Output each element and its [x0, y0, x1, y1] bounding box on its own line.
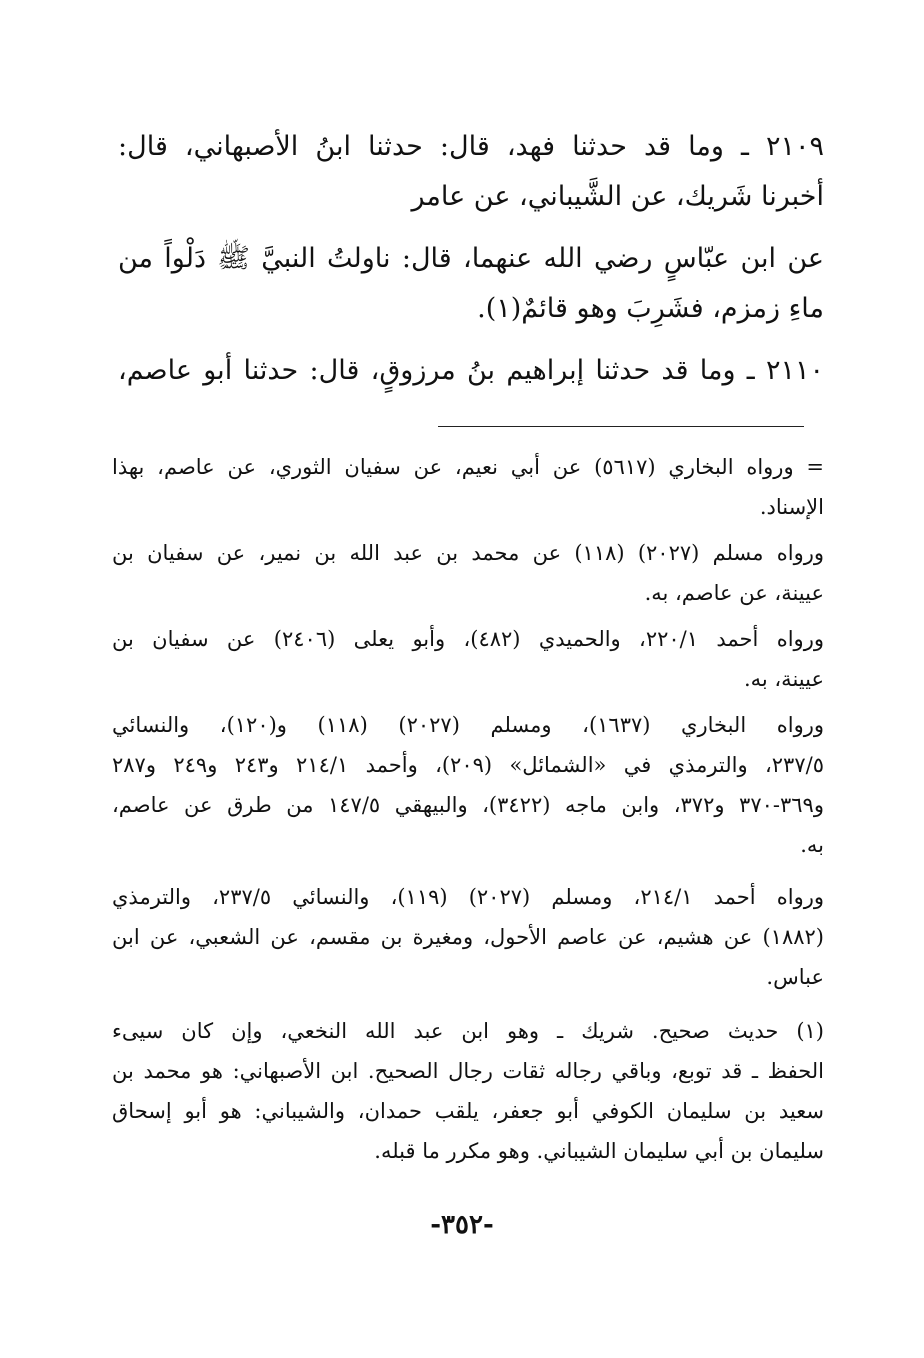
footnote-para3-line-2: عيينة، به.	[743, 667, 824, 691]
footnote-1-line-1: (١) حديث صحيح. شريك ـ وهو ابن عبد الله النخعي، وإن كان سيىء	[112, 1019, 824, 1043]
footnote-para2-line-2: عيينة، عن عاصم، به.	[644, 581, 824, 605]
hadith-2109-matn-line-1: عن ابن عبّاسٍ رضي الله عنهما، قال: ناولتُ النبيَّ ﷺ دَلْواً من	[118, 243, 824, 274]
footnote-para4-line-3: و٣٦٩-٣٧٠ و٣٧٢، وابن ماجه (٣٤٢٢)، والبيهقي ١٤٧/٥ من طرق عن عاصم،	[112, 793, 824, 817]
footnote-para4-line-2: ٢٣٧/٥، والترمذي في «الشمائل» (٢٠٩)، وأحمد ٢١٤/١ و٢٤٣ و٢٤٩ و٢٨٧	[112, 753, 824, 777]
page-number: -٣٥٢-	[430, 1210, 494, 1240]
footnote-para1-line-1: = ورواه البخاري (٥٦١٧) عن أبي نعيم، عن سفيان الثوري، عن عاصم، بهذا	[112, 455, 824, 479]
footnote-para1-line-2: الإسناد.	[759, 495, 824, 519]
footnote-separator	[438, 426, 804, 427]
footnote-para5-line-1: ورواه أحمد ٢١٤/١، ومسلم (٢٠٢٧) (١١٩)، والنسائي ٢٣٧/٥، والترمذي	[112, 885, 825, 909]
hadith-2109-isnad-line-1: ٢١٠٩ ـ وما قد حدثنا فهد، قال: حدثنا ابنُ الأصبهاني، قال:	[118, 131, 824, 162]
hadith-2109-matn-line-2: ماءِ زمزم، فشَرِبَ وهو قائمٌ(١).	[477, 293, 824, 324]
footnote-para4-line-4: به.	[800, 833, 824, 857]
hadith-2109-isnad-line-2: أخبرنا شَريك، عن الشَّيباني، عن عامر	[411, 181, 824, 212]
hadith-2110-isnad-line-1: ٢١١٠ ـ وما قد حدثنا إبراهيم بنُ مرزوقٍ، قال: حدثنا أبو عاصم،	[118, 355, 824, 386]
footnote-para2-line-1: ورواه مسلم (٢٠٢٧) (١١٨) عن محمد بن عبد الله بن نمير، عن سفيان بن	[112, 541, 825, 565]
footnote-1-line-2: الحفظ ـ قد توبع، وباقي رجاله ثقات رجال الصحيح. ابن الأصبهاني: هو محمد بن	[112, 1059, 824, 1083]
footnote-1-line-4: سليمان بن أبي سليمان الشيباني. وهو مكرر ما قبله.	[374, 1139, 824, 1163]
footnote-para5-line-2: (١٨٨٢) عن هشيم، عن عاصم الأحول، ومغيرة بن مقسم، عن الشعبي، عن ابن	[112, 925, 824, 949]
footnote-para5-line-3: عباس.	[766, 965, 824, 989]
footnote-para3-line-1: ورواه أحمد ٢٢٠/١، والحميدي (٤٨٢)، وأبو يعلى (٢٤٠٦) عن سفيان بن	[112, 627, 824, 651]
footnote-para4-line-1: ورواه البخاري (١٦٣٧)، ومسلم (٢٠٢٧) (١١٨) و(١٢٠)، والنسائي	[112, 713, 825, 737]
footnote-1-line-3: سعيد بن سليمان الكوفي أبو جعفر، يلقب حمدان، والشيباني: هو أبو إسحاق	[112, 1099, 824, 1123]
